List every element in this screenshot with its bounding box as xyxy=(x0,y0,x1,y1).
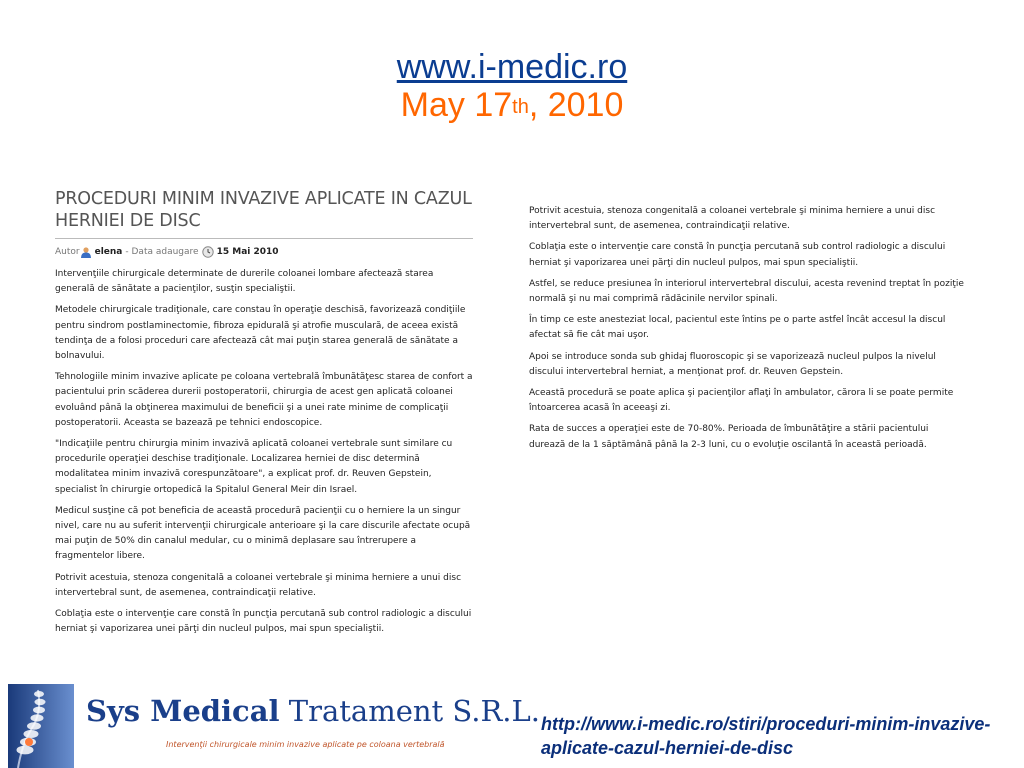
company-name xyxy=(86,694,540,728)
paragraph: Metodele chirurgicale tradiţionale, care constau în operaţie deschisă, favorizează condiţiile pentru sindrom postlaminectomie, fibroza epidurală şi atrofie musculară, de aceea există tendinţa de a folosi proceduri care afectează cât mai puţin starea generală de sănătate a bolnavului. xyxy=(55,305,466,362)
paragraph: Această procedură se poate aplica şi pacienţilor aflaţi în ambulator, cărora li se poate permite întoarcerea acasă în aceeaşi zi. xyxy=(529,388,954,414)
clock-icon xyxy=(202,246,214,258)
article-meta xyxy=(55,245,475,259)
paragraph: Apoi se introduce sonda sub ghidaj fluoroscopic şi se vaporizează nucleul pulpos la nivelul discului intervertebral herniat, a menţionat prof. dr. Reuven Gepstein. xyxy=(529,351,936,377)
paragraph: Medicul susţine că pot beneficia de această procedură pacienţii cu o herniere la un singur nivel, care nu au suferit intervenţii chirurgicale anterioare şi la care discurile afectate ocupă mai puţin de 50% din canalul medular, cu o minimă deplasare sau întrerupere a fragmentelor libere. xyxy=(55,505,471,562)
paragraph: Tehnologiile minim invazive aplicate pe coloana vertebrală îmbunătăţesc starea de confort a pacientului prin scăderea durerii postoperatorii, chirurgia de acest gen aplicată coloanei evoluând până la obţinerea maximului de beneficii şi a unei rate minime de complicaţii postoperatorii. Aceasta se bazează pe tehnici endoscopice. xyxy=(55,372,473,428)
company-tagline: Intervenţii chirurgicale minim invazive aplicate pe coloana vertebrală xyxy=(166,740,445,749)
date-suffix: th xyxy=(512,96,529,118)
paragraph: În timp ce este anesteziat local, pacientul este întins pe o parte astfel încât accesul la discul afectat să fie cât mai uşor. xyxy=(529,315,946,341)
date-year: , 2010 xyxy=(528,86,624,124)
article-left-column xyxy=(55,188,475,643)
company-brand: Sys Medical xyxy=(86,694,280,728)
company-suffix: Tratament S.R.L. xyxy=(288,694,540,728)
article-date: 15 Mai 2010 xyxy=(216,247,279,257)
date-month-day: May 17 xyxy=(400,86,513,124)
paragraph: Coblaţia este o intervenţie care constă în puncţia percutană sub control radiologic a discului herniat şi vaporizarea unei părţi din nucleul pulpos, mai spun specialiştii. xyxy=(55,609,472,635)
date-label: - Data adaugare xyxy=(125,247,199,257)
spine-logo-icon xyxy=(8,684,74,768)
slide-date xyxy=(0,86,1024,124)
paragraph: Potrivit acestuia, stenoza congenitală a coloanei vertebrale şi minima herniere a unui disc intervertebral sunt, de asemenea, contraindicaţii relative. xyxy=(55,572,462,598)
title-divider xyxy=(55,238,473,239)
article-title: PROCEDURI MINIM INVAZIVE APLICATE IN CAZUL HERNIEI DE DISC xyxy=(55,189,472,231)
user-icon xyxy=(80,246,92,258)
author-name[interactable]: elena xyxy=(94,247,123,257)
author-label: Autor xyxy=(55,247,80,257)
company-logo xyxy=(8,684,540,768)
paragraph: Astfel, se reduce presiunea în interiorul intervertebral discului, acesta revenind treptat în poziţie normală şi nu mai comprimă rădăcinile nervilor spinali. xyxy=(529,278,964,305)
paragraph: Potrivit acestuia, stenoza congenitală a coloanei vertebrale şi minima herniere a unui disc intervertebral sunt, de asemenea, contraindicaţii relative. xyxy=(529,206,936,232)
slide-header xyxy=(0,48,1024,124)
paragraph: "Indicaţiile pentru chirurgia minim invazivă aplicată coloanei vertebrale sunt similare cu procedurile operaţiei deschise tradiţionale. Localizarea herniei de disc determină modalitatea minim invazivă corespunzătoare", a explicat prof. dr. Reuven Gepstein, specialist în chirurgie ortopedică la Spitalul General Meir din Israel. xyxy=(55,439,453,495)
article-right-column xyxy=(529,204,965,459)
paragraph: Coblaţia este o intervenţie care constă în puncţia percutană sub control radiologic a discului herniat şi vaporizarea unei părţi din nucleul pulpos, mai spun specialiştii. xyxy=(529,242,946,268)
site-link[interactable]: www.i-medic.ro xyxy=(396,48,628,86)
paragraph: Intervenţiile chirurgicale determinate de durerile coloanei lombare afectează starea generală de sănătate a pacienţilor, susţin specialiştii. xyxy=(55,269,434,295)
source-url-link[interactable]: http://www.i-medic.ro/stiri/proceduri-minim-invazive-aplicate-cazul-herniei-de-disc xyxy=(541,714,991,758)
paragraph: Rata de succes a operaţiei este de 70-80%. Perioada de îmbunătăţire a stării pacientului durează de la 1 săptămână până la 2-3 luni, cu o evoluţie oscilantă în această perioadă. xyxy=(529,424,929,450)
